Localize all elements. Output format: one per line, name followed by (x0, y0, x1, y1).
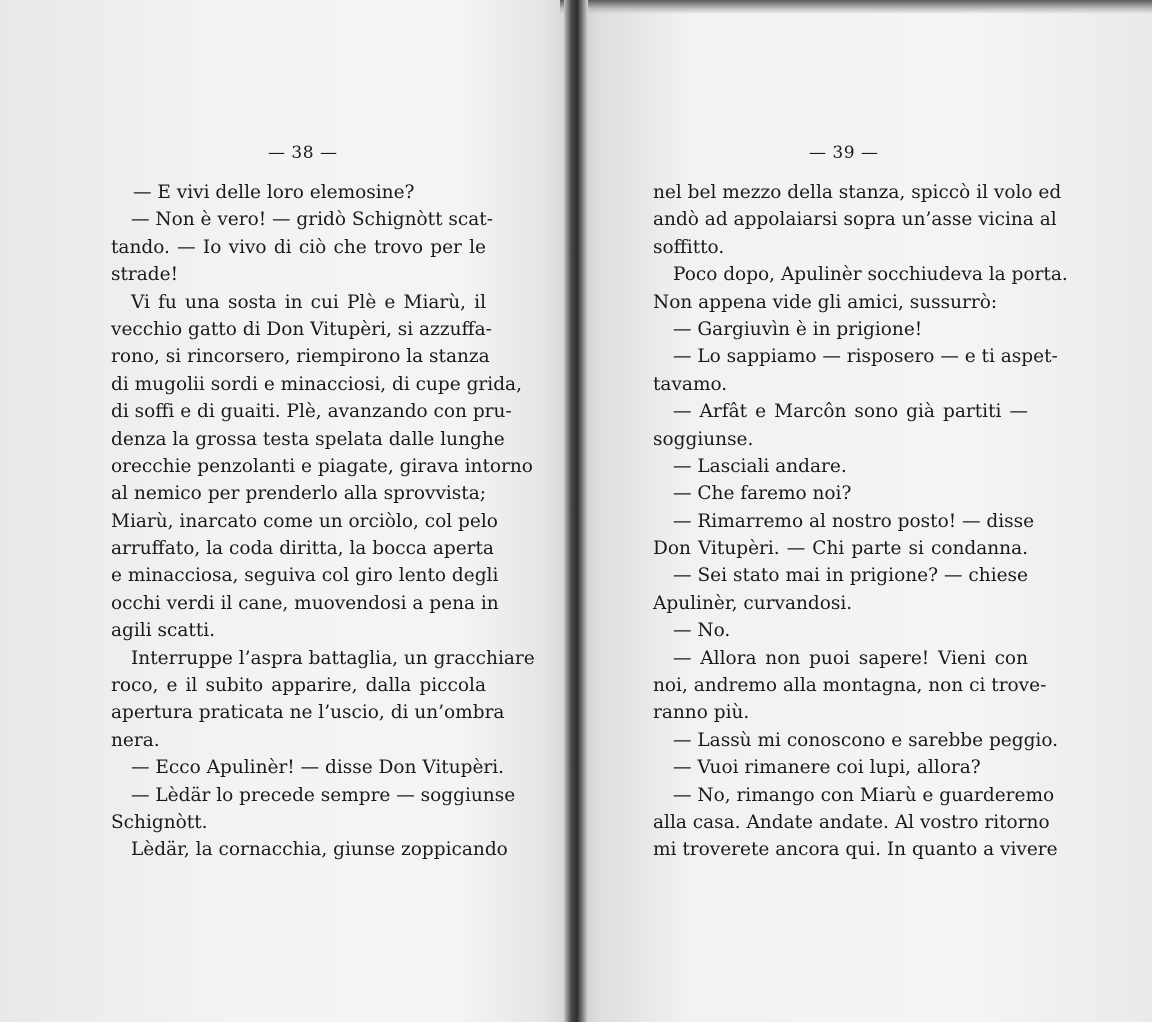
right-page (588, 0, 1152, 1022)
text-line: — No, rimango con Miarù e guarderemo (673, 784, 1055, 806)
text-line: noi, andremo alla montagna, non ci trove- (653, 675, 1047, 697)
text-line: nel bel mezzo della stanza, spiccò il volo ed (653, 182, 1062, 203)
text-line: — Rimarremo al nostro posto! — disse (673, 510, 1035, 532)
text-line: mi troverete ancora qui. In quanto a vivere (653, 839, 1058, 861)
text-line: Apulinèr, curvandosi. (653, 592, 853, 614)
text-line: di mugolii sordi e minacciosi, di cupe grida, (111, 373, 522, 395)
text-line: Don Vitupèri. — Chi parte si condanna. (653, 538, 1028, 560)
text-line: — Sei stato mai in prigione? — chiese (673, 565, 1028, 587)
text-line: e minacciosa, seguiva col giro lento degli (111, 565, 499, 587)
text-line: arruffato, la coda diritta, la bocca aperta (111, 538, 494, 560)
text-line: Schignòtt. (111, 811, 208, 833)
text-line: — Lo sappiamo — risposero — e ti aspet- (673, 346, 1058, 368)
text-line: soggiunse. (653, 428, 754, 450)
text-line: Vi fu una sosta in cui Plè e Miarù, il (131, 291, 486, 313)
page-number: — 39 — (809, 143, 879, 163)
text-line: — E vivi delle loro elemosine? (133, 182, 415, 203)
text-line: rono, si rincorsero, riempirono la stanza (111, 346, 490, 368)
text-line: — Lassù mi conoscono e sarebbe peggio. (673, 729, 1059, 751)
text-line: — Allora non puoi sapere! Vieni con (673, 647, 1028, 669)
text-line: — Che faremo noi? (673, 483, 852, 505)
text-line: — Lèdär lo precede sempre — soggiunse (131, 784, 516, 806)
text-line: — Ecco Apulinèr! — disse Don Vitupèri. (131, 757, 505, 779)
text-line: orecchie penzolanti e piagate, girava intorno (111, 455, 533, 477)
text-line: — Vuoi rimanere coi lupi, allora? (673, 757, 981, 779)
text-line: ranno più. (653, 702, 750, 724)
text-line: Non appena vide gli amici, sussurrò: (653, 291, 998, 313)
left-page (0, 0, 560, 1022)
text-line: di soffi e di guaiti. Plè, avanzando con pru- (111, 401, 512, 423)
text-line: roco, e il subito apparire, dalla piccola (111, 675, 486, 697)
text-line: Miarù, inarcato come un orciòlo, col pelo (111, 510, 498, 532)
text-line: tando. — Io vivo di ciò che trovo per le (111, 236, 486, 258)
text-line: Lèdär, la cornacchia, giunse zoppicando (131, 839, 508, 861)
page-text (111, 179, 535, 864)
text-line: denza la grossa testa spelata dalle lunghe (111, 428, 505, 450)
text-line: andò ad appolaiarsi sopra un’asse vicina al (653, 209, 1057, 231)
text-line: Interruppe l’aspra battaglia, un gracchiare (131, 647, 535, 669)
text-line: agili scatti. (111, 620, 216, 642)
text-line: soffitto. (653, 236, 725, 258)
text-line: — Arfât e Marcôn sono già partiti — (673, 401, 1028, 423)
text-line: vecchio gatto di Don Vitupèri, si azzuffa- (111, 318, 492, 340)
page-number: — 38 — (268, 143, 338, 163)
text-line: alla casa. Andate andate. Al vostro ritorno (653, 811, 1050, 833)
text-line: nera. (111, 729, 160, 751)
text-line: — No. (673, 620, 731, 642)
page-text (653, 179, 1068, 864)
text-line: — Lasciali andare. (673, 455, 847, 477)
book-gutter (564, 0, 588, 1022)
text-line: occhi verdi il cane, muovendosi a pena in (111, 592, 499, 614)
text-line: apertura praticata ne l’uscio, di un’ombra (111, 702, 505, 724)
text-line: Poco dopo, Apulinèr socchiudeva la porta. (673, 264, 1068, 286)
text-line: — Non è vero! — gridò Schignòtt scat- (131, 209, 493, 231)
text-line: tavamo. (653, 373, 728, 395)
text-line: al nemico per prenderlo alla sprovvista; (111, 483, 486, 505)
text-line: — Gargiuvìn è in prigione! (673, 318, 923, 340)
text-line: strade! (111, 264, 179, 286)
